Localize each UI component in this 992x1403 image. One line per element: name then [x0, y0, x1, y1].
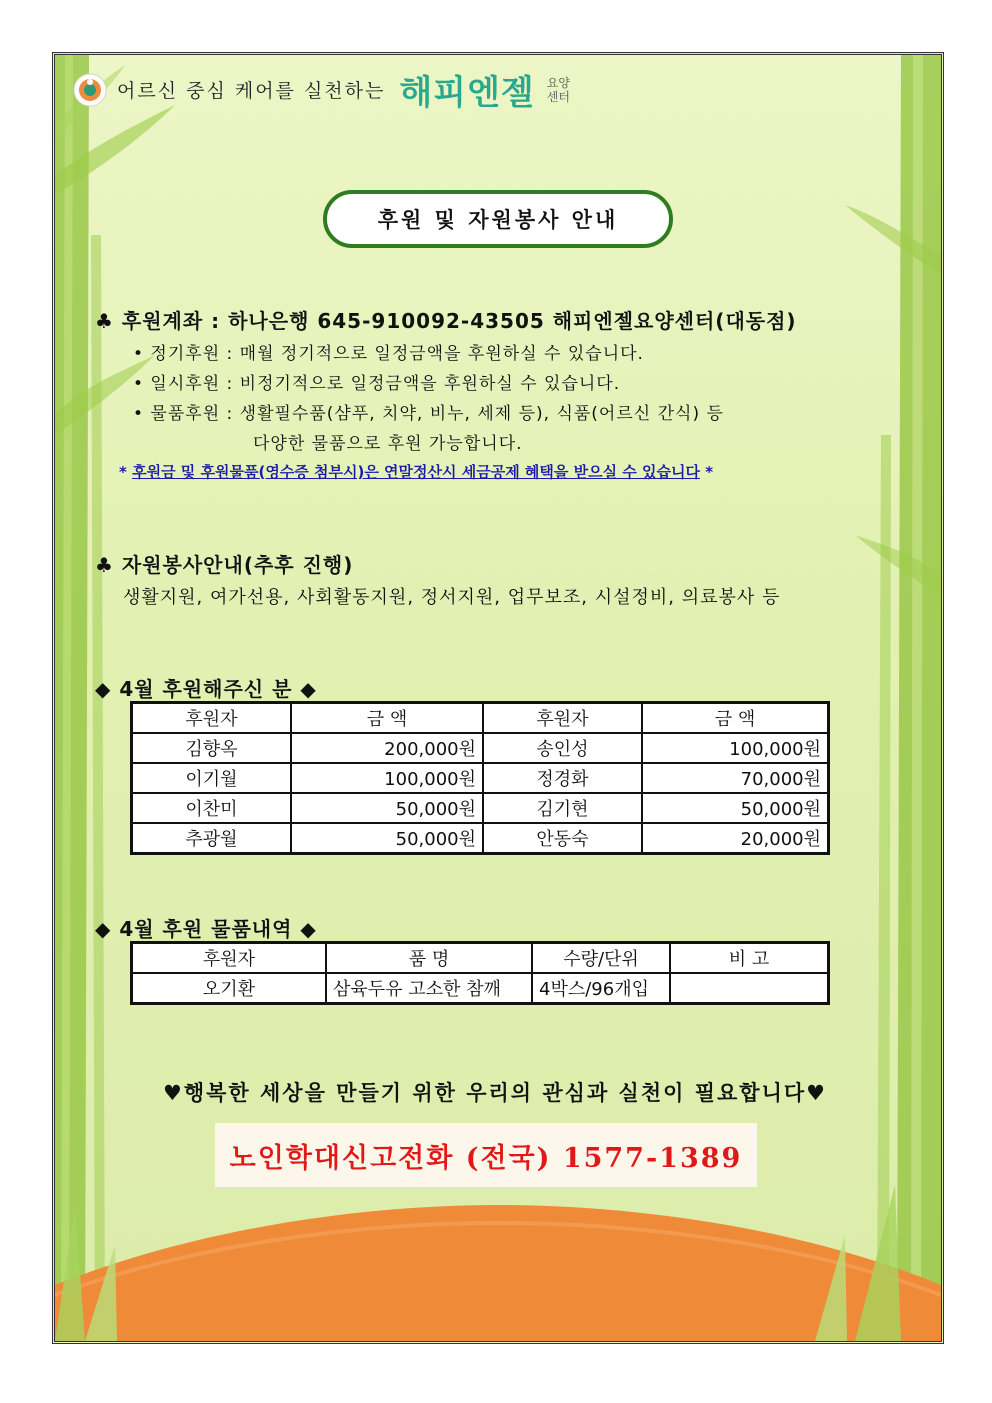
col-header: 후원자	[483, 703, 642, 734]
tax-note-text: 후원금 및 후원물품(영수증 첨부시)은 연말정산시 세금공제 혜택을 받으실 수 있습니다	[132, 463, 700, 481]
goods-table	[130, 941, 830, 1005]
donor-name: 정경화	[483, 763, 642, 793]
closing-message: ♥행복한 세상을 만들기 위한 우리의 관심과 실천이 필요합니다♥	[163, 1081, 827, 1105]
brand-subtitle	[547, 76, 570, 104]
goods-heading: ◆ 4월 후원 물품내역 ◆	[95, 917, 317, 941]
page-frame	[52, 52, 944, 1344]
center-logo-icon	[73, 73, 107, 107]
donors-table	[130, 701, 830, 855]
goods-quantity: 4박스/96개입	[532, 973, 670, 1004]
header	[73, 65, 570, 114]
donor-amount: 100,000원	[291, 763, 483, 793]
table-header-row	[132, 703, 829, 734]
table-header-row	[132, 943, 829, 974]
club-icon: ♣	[95, 553, 114, 577]
donor-amount: 50,000원	[642, 793, 829, 823]
col-header: 품 명	[326, 943, 532, 974]
col-header: 비 고	[670, 943, 829, 974]
table-row	[132, 733, 829, 763]
table-row	[132, 973, 829, 1004]
bullet-onetime: • 일시후원 : 비정기적으로 일정금액을 후원하실 수 있습니다.	[133, 374, 621, 394]
brand-name: 해피엔젤	[399, 73, 535, 113]
donor-amount: 200,000원	[291, 733, 483, 763]
goods-donor: 오기환	[132, 973, 327, 1004]
volunteer-heading-text: 자원봉사안내(추후 진행)	[121, 553, 354, 577]
brand-sub-line-2: 센터	[546, 89, 570, 104]
page-title: 후원 및 자원봉사 안내	[377, 208, 619, 232]
donation-account-heading	[95, 305, 797, 334]
col-header: 후원자	[132, 943, 327, 974]
col-header: 금 액	[291, 703, 483, 734]
bullet-goods-cont: 다양한 물품으로 후원 가능합니다.	[253, 434, 523, 454]
note-prefix: *	[119, 463, 127, 481]
donation-account-text: 후원계좌 : 하나은행 645-910092-43505 해피엔젤요양센터(대동점)	[121, 309, 797, 333]
donor-amount: 70,000원	[642, 763, 829, 793]
bullet-regular: • 정기후원 : 매월 정기적으로 일정금액을 후원하실 수 있습니다.	[133, 344, 644, 364]
table-row	[132, 823, 829, 854]
hotline-banner	[215, 1123, 757, 1187]
volunteer-heading	[95, 549, 353, 578]
donor-amount: 50,000원	[291, 823, 483, 854]
donor-name: 김기현	[483, 793, 642, 823]
volunteer-areas: 생활지원, 여가선용, 사회활동지원, 정서지원, 업무보조, 시설정비, 의료봉사 등	[123, 587, 781, 608]
donors-heading: ◆ 4월 후원해주신 분 ◆	[95, 677, 317, 701]
title-box	[323, 190, 673, 248]
club-icon: ♣	[95, 309, 114, 333]
col-header: 금 액	[642, 703, 829, 734]
donor-name: 추광월	[132, 823, 292, 854]
donor-amount: 20,000원	[642, 823, 829, 854]
col-header: 후원자	[132, 703, 292, 734]
donor-name: 이기월	[132, 763, 292, 793]
goods-remark	[670, 973, 829, 1004]
donor-amount: 50,000원	[291, 793, 483, 823]
goods-item: 삼육두유 고소한 참깨	[326, 973, 532, 1004]
tax-note	[119, 461, 713, 482]
header-tagline: 어르신 중심 케어를 실천하는	[117, 80, 386, 102]
note-suffix: *	[705, 463, 714, 481]
donor-amount: 100,000원	[642, 733, 829, 763]
donor-name: 송인성	[483, 733, 642, 763]
donor-name: 안동숙	[483, 823, 642, 854]
table-row	[132, 763, 829, 793]
col-header: 수량/단위	[532, 943, 670, 974]
bullet-goods: • 물품후원 : 생활필수품(샴푸, 치약, 비누, 세제 등), 식품(어르신 간식) 등	[133, 404, 724, 424]
donor-name: 이찬미	[132, 793, 292, 823]
hotline-text: 노인학대신고전화 (전국) 1577-1389	[229, 1142, 743, 1174]
table-row	[132, 793, 829, 823]
brand-sub-line-1: 요양	[546, 75, 570, 90]
donor-name: 김향옥	[132, 733, 292, 763]
